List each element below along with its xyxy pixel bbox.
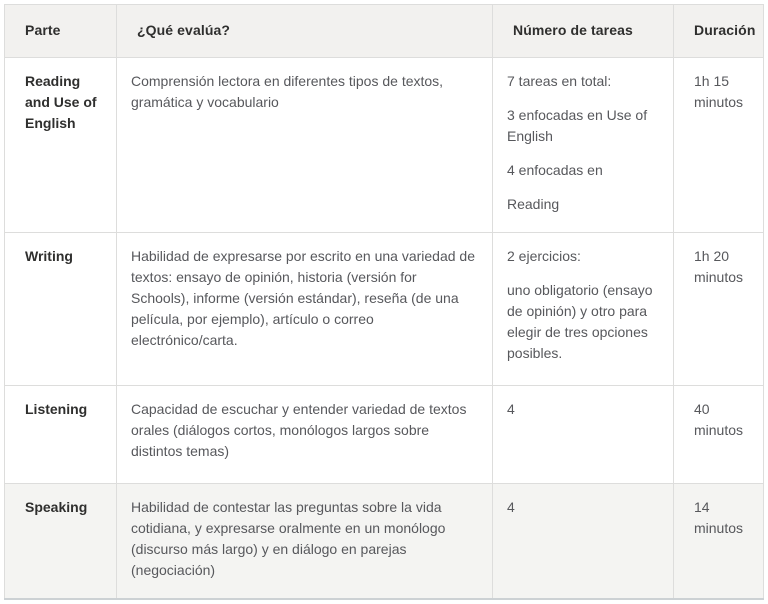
cell-tareas [493,233,674,386]
cell-parte: Listening [5,386,117,484]
table-header [5,5,764,58]
table-row-reading [5,58,764,233]
header-que-evalua: ¿Qué evalúa? [117,5,493,58]
header-duracion: Duración [674,5,764,58]
tareas-paragraph: 4 [507,499,515,515]
header-parte: Parte [5,5,117,58]
table-row-speaking [5,484,764,599]
header-row [5,5,764,58]
cell-duracion: 40 minutos [674,386,764,484]
cell-tareas [493,386,674,484]
exam-parts-table [4,4,764,600]
cell-evalua: Capacidad de escuchar y entender variedad de textos orales (diálogos cortos, monólogos largos sobre distintos temas) [117,386,493,484]
cell-evalua: Comprensión lectora en diferentes tipos de textos, gramática y vocabulario [117,58,493,233]
tareas-paragraph: 4 enfocadas en [507,162,603,178]
header-numero-de-tareas: Número de tareas [493,5,674,58]
table-row-writing [5,233,764,386]
cell-duracion: 1h 20 minutos [674,233,764,386]
tareas-paragraph: 2 ejercicios: [507,248,581,264]
tareas-paragraph: 7 tareas en total: [507,73,612,89]
cell-parte: Speaking [5,484,117,599]
cell-duracion: 14 minutos [674,484,764,599]
tareas-paragraph: 3 enfocadas en Use of English [507,107,648,144]
cell-evalua: Habilidad de expresarse por escrito en una variedad de textos: ensayo de opinión, historia (versión for Schools), informe (versión estándar), reseña (de una película, por ejemplo), artículo o correo electrónico/carta. [117,233,493,386]
tareas-paragraph: Reading [507,196,560,212]
cell-duracion: 1h 15 minutos [674,58,764,233]
table-row-listening [5,386,764,484]
tareas-paragraph: 4 [507,401,515,417]
cell-tareas [493,58,674,233]
cell-evalua: Habilidad de contestar las preguntas sobre la vida cotidiana, y expresarse oralmente en un monólogo (discurso más largo) y en diálogo en parejas (negociación) [117,484,493,599]
cell-parte: Reading and Use of English [5,58,117,233]
cell-tareas [493,484,674,599]
cell-parte: Writing [5,233,117,386]
tareas-paragraph: uno obligatorio (ensayo de opinión) y otro para elegir de tres opciones posibles. [507,282,653,361]
table-body [5,58,764,599]
